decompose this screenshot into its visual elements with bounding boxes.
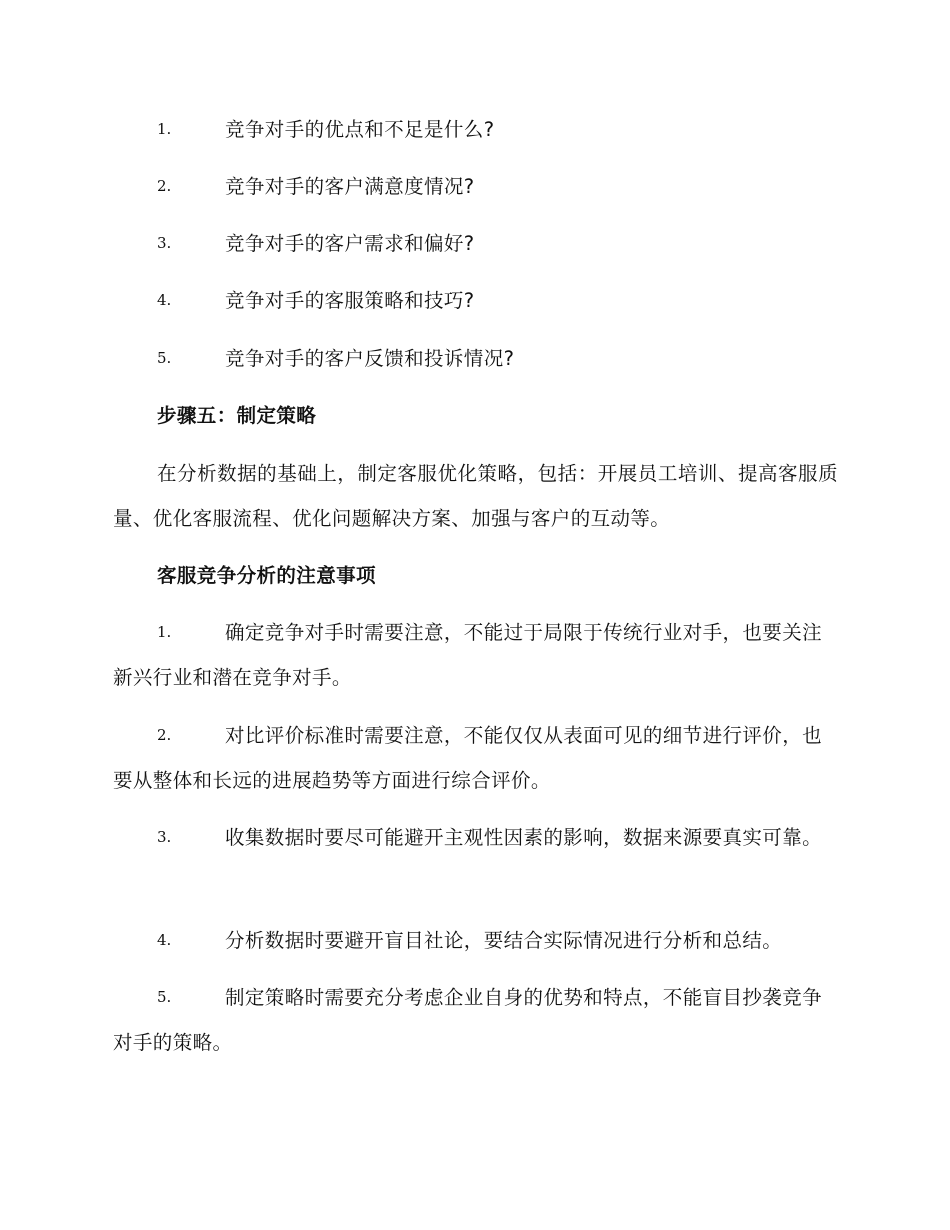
list-item-number: 5. — [157, 988, 172, 1006]
list-item-text: 竞争对手的客户需求和偏好? — [225, 232, 475, 255]
list-item-text: 收集数据时要尽可能避开主观性因素的影响，数据来源要真实可靠。 — [225, 826, 823, 849]
list-item — [113, 221, 838, 266]
list-item-number: 3. — [157, 234, 172, 252]
section-heading: 客服竞争分析的注意事项 — [157, 564, 376, 587]
list-item-text: 对比评价标准时需要注意，不能仅仅从表面可见的细节进行评价，也要从整体和长远的进展趋势等方面进行综合评价。 — [113, 724, 823, 792]
list-item-text: 竞争对手的客户反馈和投诉情况? — [225, 347, 515, 370]
list-item-number: 4. — [157, 931, 172, 949]
body-paragraph: 在分析数据的基础上，制定客服优化策略，包括：开展员工培训、提高客服质量、优化客服流程、优化问题解决方案、加强与客户的互动等。 — [113, 462, 838, 530]
list-item — [113, 713, 838, 803]
list-item — [113, 164, 838, 209]
list-item-number: 1. — [157, 623, 172, 641]
list-item-number: 1. — [157, 120, 172, 138]
list-item-number: 3. — [157, 828, 172, 846]
list-item-text: 竞争对手的客服策略和技巧? — [225, 289, 475, 312]
list-item-number: 4. — [157, 291, 172, 309]
list-item-number: 2. — [157, 726, 172, 744]
list-item-text: 竞争对手的优点和不足是什么? — [225, 118, 495, 141]
list-item — [113, 610, 838, 700]
list-item — [113, 815, 838, 860]
list-item — [113, 975, 838, 1065]
list-item — [113, 107, 838, 152]
list-item — [113, 918, 838, 963]
list-item-number: 2. — [157, 177, 172, 195]
list-item-text: 制定策略时需要充分考虑企业自身的优势和特点，不能盲目抄袭竞争对手的策略。 — [113, 986, 823, 1054]
list-item — [113, 336, 838, 381]
section-heading: 步骤五：制定策略 — [157, 404, 317, 427]
list-item-number: 5. — [157, 349, 172, 367]
list-item-text: 分析数据时要避开盲目社论，要结合实际情况进行分析和总结。 — [225, 929, 783, 952]
list-item — [113, 278, 838, 323]
list-item-text: 竞争对手的客户满意度情况? — [225, 175, 475, 198]
list-item-text: 确定竞争对手时需要注意，不能过于局限于传统行业对手，也要关注新兴行业和潜在竞争对手。 — [113, 621, 823, 689]
